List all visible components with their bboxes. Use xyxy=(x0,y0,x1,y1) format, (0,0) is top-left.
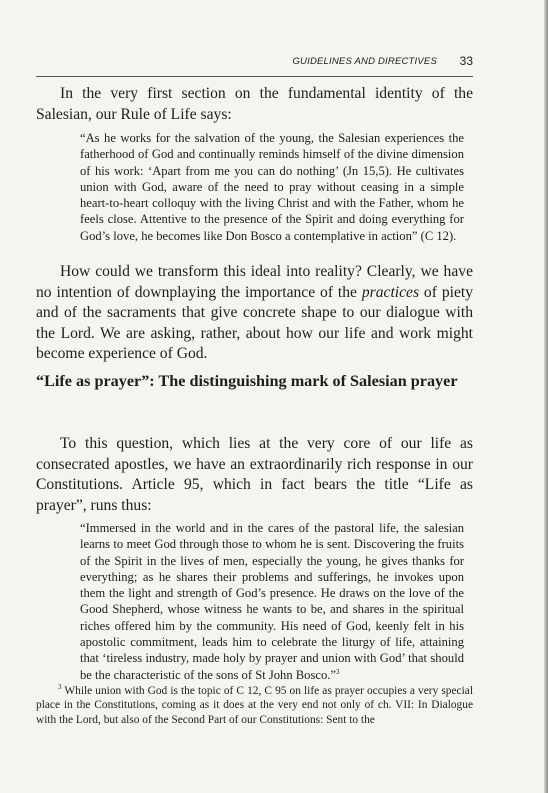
footnote-reference: 3 xyxy=(336,667,340,676)
running-head xyxy=(36,56,473,77)
footnote-text: While union with God is the topic of C 12, C 95 on life as prayer occupies a very special place in the Constitutions, coming as it does at the very end not only of ch. VII: In Dialogue with the Lord, but also of the Second Part of our Constitutions: Sent to the xyxy=(36,685,473,726)
footnote-number: 3 xyxy=(58,683,62,692)
quote-c95-text: “Immersed in the world and in the cares of the pastoral life, the salesian learns to meet God through those to whom he is sent. Discovering the fruits of the Spirit in the lives of men, especially the young, he gives thanks for everything; as he shares their problems and sufferings, he invokes upon them the light and strength of God’s presence. He draws on the love of the Good Shepherd, whose witness he wants to be, and shares in the spiritual riches offered him by the community. His need of God, keenly felt in his apostolic commitment, leads him to celebrate the liturgy of life, attaining that ‘tireless industry, made holy by prayer and union with God’ that should be the characteristic of the sons of St John Bosco.” xyxy=(80,521,464,682)
footnote xyxy=(36,684,473,727)
transform-text-after: of piety and of the sacraments that give concrete shape to our dialogue with the Lord. We are asking, rather, about how our life and work might become experience of God. xyxy=(36,283,473,362)
question-paragraph: To this question, which lies at the very core of our life as consecrated apostles, we have an extraordinarily rich response in our Constitutions. Article 95, which in fact bears the title “Life as prayer”, runs thus: xyxy=(36,435,473,514)
transform-text-before: How could we transform this ideal into reality? Clearly, we have no intention of downplaying the importance of the xyxy=(36,263,473,301)
section-heading: “Life as prayer”: The distinguishing mark of Salesian prayer xyxy=(36,372,458,390)
block-quote-c12: “As he works for the salvation of the young, the Salesian experiences the fatherhood of God and continually reminds himself of the divine dimension of his work: ‘Apart from me you can do nothing’ (Jn 15,5). He cultivates union with God, aware of the need to pray without ceasing in a simple heart-to-heart colloquy with the living Christ and with the Father, whom he feels close. Attentive to the presence of the Spirit and doing everything for God’s love, he becomes like Don Bosco a contemplative in action” (C 12). xyxy=(80,131,464,243)
transform-paragraph xyxy=(36,262,473,365)
block-quote-c95 xyxy=(80,520,464,683)
intro-paragraph: In the very first section on the fundamental identity of the Salesian, our Rule of Life says: xyxy=(36,85,473,123)
emphasis-practices: practices xyxy=(361,283,420,301)
page-number: 33 xyxy=(459,54,473,68)
page-edge-shadow xyxy=(544,0,548,793)
running-head-title: GUIDELINES AND DIRECTIVES xyxy=(292,56,437,67)
